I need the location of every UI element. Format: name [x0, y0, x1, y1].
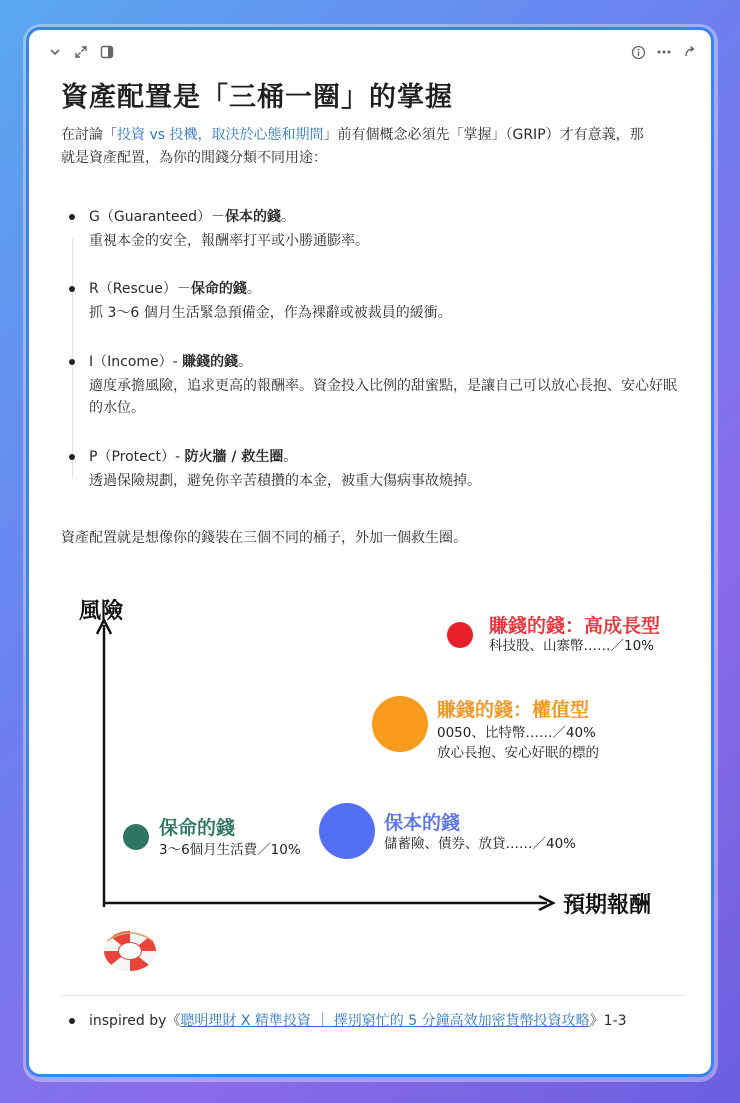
summary-text: 資產配置就是想像你的錢裝在三個不同的桶子，外加一個救生圈。 — [61, 530, 467, 546]
list-item-body: 透過保險規劃，避免你辛苦積攢的本金，被重大傷病事故燒掉。 — [89, 473, 481, 489]
info-icon[interactable] — [628, 42, 648, 62]
expand-icon[interactable] — [71, 42, 91, 62]
bullet-guide-line — [72, 238, 73, 478]
note-window — [26, 27, 714, 1077]
intro-line2: 就是資產配置，為你的閒錢分類不同用途： — [61, 150, 327, 166]
list-item-heading: P（Protect）- 防火牆 / 救生圈。 — [89, 449, 298, 465]
intro-paragraph — [61, 124, 686, 170]
bucket-desc-rescue: 3～6個月生活費／10% — [159, 842, 301, 858]
list-item-heading: I（Income）- 賺錢的錢。 — [89, 354, 253, 370]
list-item-body: 重視本金的安全，報酬率打平或小勝通膨率。 — [89, 233, 369, 249]
bucket-title-rescue: 保命的錢 — [159, 817, 236, 839]
bubble-weighted — [372, 696, 428, 752]
bullet-dot — [69, 286, 75, 292]
more-icon[interactable] — [654, 42, 674, 62]
bullet-dot — [69, 1018, 75, 1024]
list-item-heading: G（Guaranteed）－保本的錢。 — [89, 209, 295, 225]
intro-prefix: 在討論「 — [61, 127, 117, 143]
window-toolbar — [29, 42, 711, 66]
asset-allocation-diagram — [29, 570, 714, 990]
bucket-title-weighted: 賺錢的錢：權值型 — [437, 699, 590, 721]
bubble-guaranteed — [319, 803, 375, 859]
footer-prefix: inspired by《 — [89, 1013, 181, 1029]
bucket-desc-weighted: 0050、比特幣……／40% — [437, 725, 596, 741]
sidebar-icon[interactable] — [97, 42, 117, 62]
footer-divider — [61, 995, 686, 996]
bucket-desc-guaranteed: 儲蓄險、債券、放貸……／40% — [384, 836, 577, 852]
bucket-desc-high-growth: 科技股、山寨幣……／10% — [489, 638, 655, 654]
bucket-title-high-growth: 賺錢的錢：高成長型 — [489, 615, 661, 637]
list-item-body: 適度承擔風險，追求更高的報酬率。資金投入比例的甜蜜點，是讓自己可以放心長抱、安心好眠的水位。 — [89, 378, 677, 416]
bullet-dot — [69, 454, 75, 460]
bubble-rescue — [123, 824, 149, 850]
x-axis-label: 預期報酬 — [563, 893, 652, 918]
intro-link[interactable]: 投資 vs 投機，取決於心態和期間 — [117, 127, 324, 143]
bucket-desc-weighted-2: 放心長抱、安心好眠的標的 — [437, 745, 599, 761]
bubble-high-growth — [447, 622, 473, 648]
footer-suffix: 》1-3 — [589, 1013, 627, 1029]
bullet-dot — [69, 214, 75, 220]
bullet-dot — [69, 359, 75, 365]
footer-text — [89, 1010, 626, 1032]
page-title: 資產配置是「三桶一圈」的掌握 — [61, 82, 453, 113]
list-item-heading: R（Rescue）－保命的錢。 — [89, 281, 261, 297]
list-item-body: 抓 3～6 個月生活緊急預備金，作為裸辭或被裁員的緩衝。 — [89, 305, 452, 321]
bucket-title-guaranteed: 保本的錢 — [384, 812, 461, 834]
share-icon[interactable] — [680, 42, 700, 62]
book-link[interactable]: 聰明理財 X 精準投資 ｜ 擇別窮忙的 5 分鐘高效加密貨幣投資攻略 — [180, 1013, 590, 1029]
lifebuoy-icon — [101, 925, 159, 975]
intro-suffix: 」前有個概念必須先「掌握」（GRIP）才有意義，那 — [323, 127, 644, 143]
chevron-down-icon[interactable] — [45, 42, 65, 62]
y-axis-label: 風險 — [79, 599, 124, 624]
